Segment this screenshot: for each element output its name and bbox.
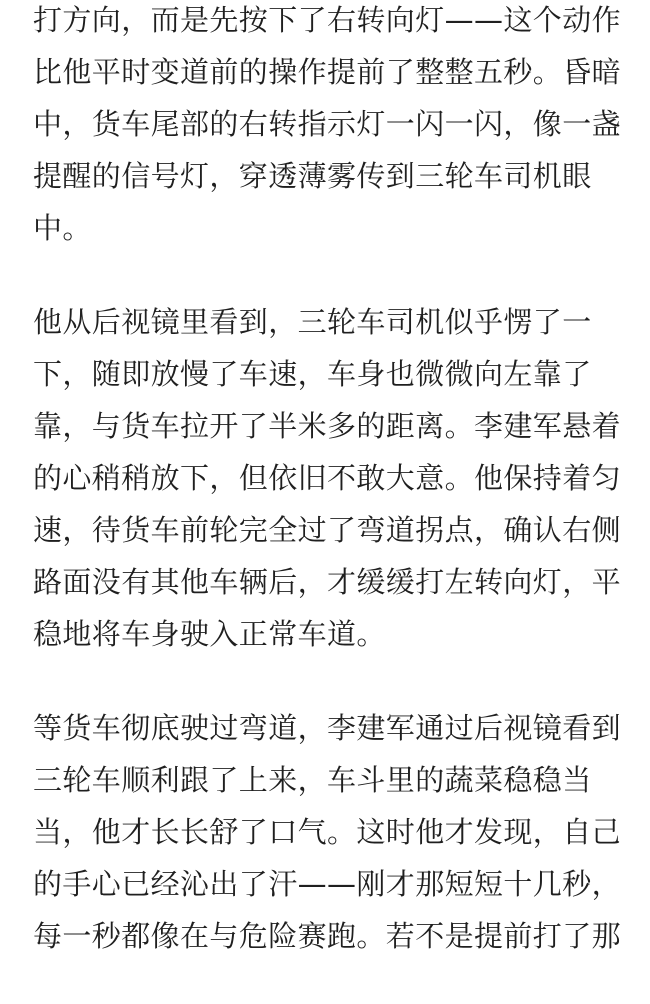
text-line: 路面没有其他车辆后，才缓缓打左转向灯，平 bbox=[33, 565, 622, 599]
text-line: 速，待货车前轮完全过了弯道拐点，确认右侧 bbox=[33, 513, 622, 547]
paragraph bbox=[0, 296, 650, 660]
text-line: 他从后视镜里看到，三轮车司机似乎愣了一 bbox=[33, 305, 592, 339]
text-line: 提醒的信号灯，穿透薄雾传到三轮车司机眼 bbox=[33, 159, 592, 193]
text-line: 下，随即放慢了车速，车身也微微向左靠了 bbox=[33, 357, 592, 391]
text-line: 比他平时变道前的操作提前了整整五秒。昏暗 bbox=[33, 55, 622, 89]
text-line: 稳地将车身驶入正常车道。 bbox=[33, 617, 386, 651]
text-line: 靠，与货车拉开了半米多的距离。李建军悬着 bbox=[33, 409, 622, 443]
text-line: 的手心已经沁出了汗——刚才那短短十几秒， bbox=[33, 867, 622, 901]
text-line: 当，他才长长舒了口气。这时他才发现，自己 bbox=[33, 815, 622, 849]
text-line: 打方向，而是先按下了右转向灯——这个动作 bbox=[33, 3, 622, 37]
text-line: 三轮车顺利跟了上来，车斗里的蔬菜稳稳当 bbox=[33, 763, 592, 797]
text-line: 中，货车尾部的右转指示灯一闪一闪，像一盏 bbox=[33, 107, 622, 141]
text-line: 的心稍稍放下，但依旧不敢大意。他保持着匀 bbox=[33, 461, 622, 495]
text-line: 等货车彻底驶过弯道，李建军通过后视镜看到 bbox=[33, 711, 622, 745]
paragraph bbox=[0, 0, 650, 254]
text-line: 中。 bbox=[33, 211, 92, 245]
paragraph bbox=[0, 702, 650, 962]
text-line: 每一秒都像在与危险赛跑。若不是提前打了那 bbox=[33, 919, 622, 953]
